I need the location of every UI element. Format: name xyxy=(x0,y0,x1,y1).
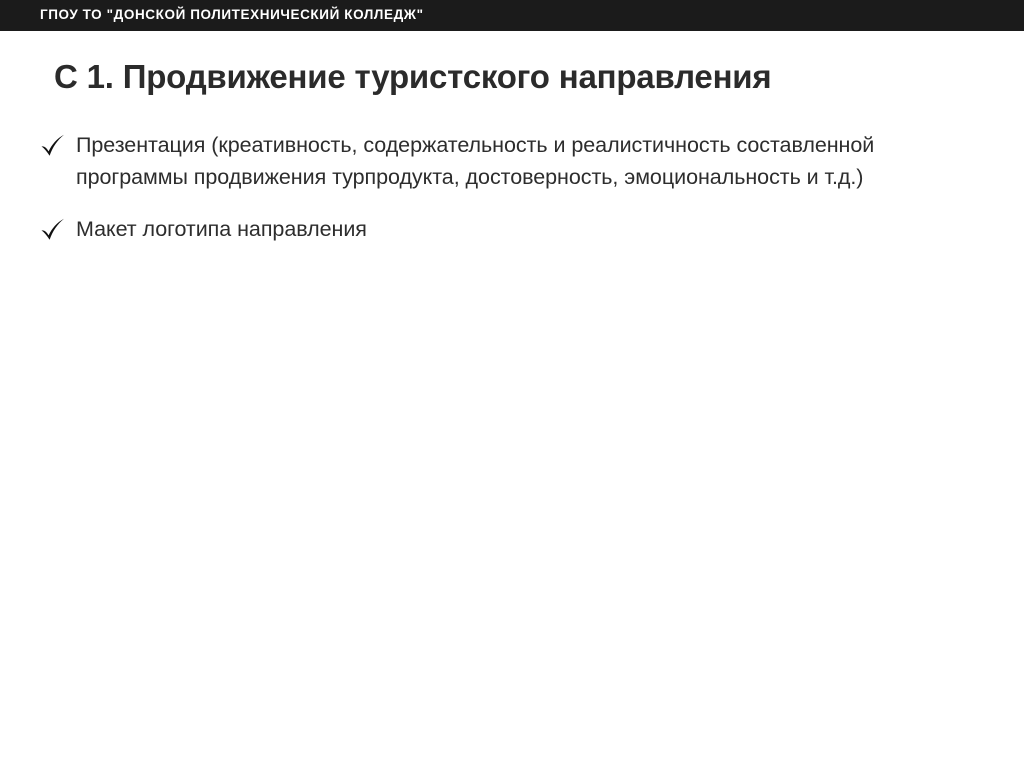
list-item xyxy=(40,130,970,194)
header-banner xyxy=(0,0,1024,31)
check-icon xyxy=(40,214,76,242)
check-icon xyxy=(40,130,76,158)
page-title: С 1. Продвижение туристского направления xyxy=(54,58,772,95)
list-item-label: Макет логотипа направления xyxy=(76,216,367,241)
organization-name: ГПОУ ТО "ДОНСКОЙ ПОЛИТЕХНИЧЕСКИЙ КОЛЛЕДЖ" xyxy=(40,7,424,22)
bullet-list xyxy=(40,130,970,265)
list-item xyxy=(40,214,970,246)
list-item-label: Презентация (креативность, содержательность и реалистичность составленной программы продвижения турпродукта, достоверность, эмоциональность и т.д.) xyxy=(76,133,875,189)
